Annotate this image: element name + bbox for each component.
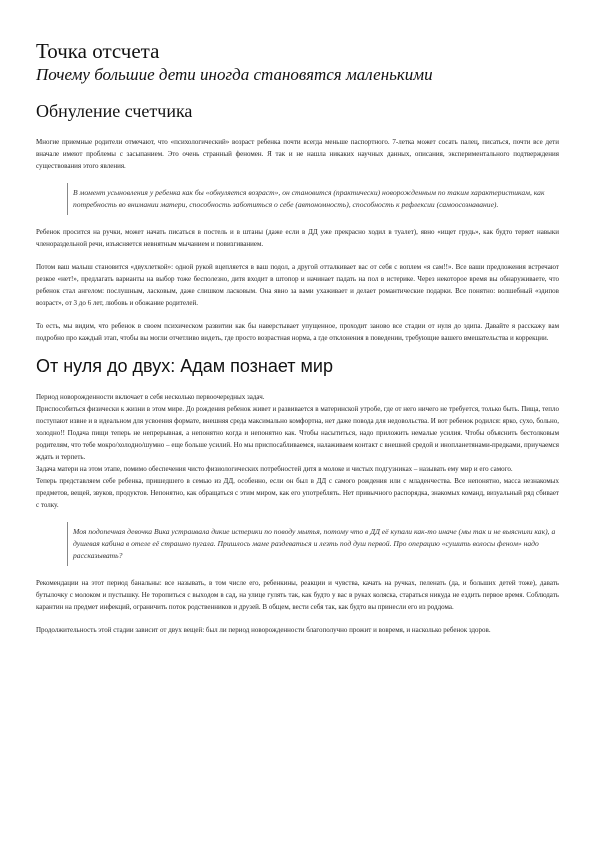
page-title: Точка отсчета — [36, 39, 160, 63]
page-subtitle: Почему большие дети иногда становятся маленькими — [36, 65, 433, 84]
paragraph: Многие приемные родители отмечают, что «психологический» возраст ребенка почти всегда меньше паспортного. 7-летка может сосать палец, писаться, почти все дети вначале имеют проблемы с засыпанием. Это очень странный феномен. Я так и не нашла никаких научных данных, описания, экспериментального подтверждения существования этого явления. — [36, 138, 559, 170]
paragraph-line: Задача матери на этом этапе, помимо обеспечения чисто физиологических потребностей дитя в молоке и чистых подгузниках – называть ему мир и его самого. — [36, 465, 513, 473]
blockquote — [67, 522, 559, 566]
paragraph-line: Приспособиться физически к жизни в этом мире. До рождения ребенок живет и развивается в материнской утробе, где от него ничего не требуется, только быть. Пища, тепло поступают извне и в идеальном для усвоения формате, внешняя среда максимально комфортна, нет даже повода для недовольства. И вот ребенок родился: ярко, сухо, больно, холодно!! Подача пищи теперь не непрерывная, а непонятно когда и непонятно как. Чтобы насытиться, надо приложить немалые усилия. Чтобы объяснить бестолковым родителям, что тебе мокро/холодно/шумно – еще больше усилий. Но мы приспосабливаемся, налаживаем контакт с внешней средой и инопланетянами-предками, приучаемся ждать и терпеть. — [36, 405, 559, 461]
paragraph: Продолжительность этой стадии зависит от двух вещей: был ли период новорожденности благополучно прожит и вовремя, и насколько ребенок здоров. — [36, 626, 491, 634]
paragraph: Рекомендации на этот период банальны: все называть, в том числе его, ребенкины, реакции и чувства, качать на ручках, пеленать (да, и больших детей тоже), давать бутылочку с молоком и пустышку. Не торопиться с выходом в сад, на улице гулять так, как будто у вас в руках коляска, стараться никуда не ездить первое время. Соблюдать карантин на предмет инфекций, ограничить поток родственников и друзей. В общем, вести себя так, как будто вы принесли его из роддома. — [36, 579, 559, 611]
paragraph: То есть, мы видим, что ребенок в своем психическом развитии как бы наверстывает упущенное, проходит заново все стадии от нуля до эдипа. Давайте я расскажу вам подробно про каждый этап, чтобы вы могли отчетливо видеть, где просто возрастная норма, а где отклонения в поведении, требующие вашего вмешательства и коррекции. — [36, 322, 559, 342]
paragraph: Ребенок просится на ручки, может начать писаться в постель и в штаны (даже если в ДД уже прекрасно ходил в туалет), явно «ищет грудь», как будто теряет навыки членораздельной речи, изъясняется невнятным мычанием и повизгиванием. — [36, 228, 559, 248]
paragraph-line: Период новорожденности включает в себя несколько первоочередных задач. — [36, 393, 265, 401]
section-heading-zeroing: Обнуление счетчика — [36, 101, 193, 121]
quote-text: В момент усыновления у ребенка как бы «обнуляется возраст», он становится (практически) новорожденным по таким характеристикам, как потребность во внимании матери, способность заботиться о себе (автономность), способность к рефлексии (самоосознавание). — [73, 188, 545, 209]
paragraph: Потом ваш малыш становится «двухлеткой»: одной рукой вцепляется в ваш подол, а другой отталкивает вас от себя с воплем «я сам!!». Все ваши предложения встречают резкое «нет!», предлагать варианты на выбор тоже бесполезно, дитя входит в штопор и начинает падать на пол в истерике. Через некоторое время вы обнаруживаете, что ребенок стал ангелом: послушным, ласковым, даже слишком ласковым. Она явно за вами ухаживает и делает романтические подарки. Все понятно: волшебный «эдипов возраст», от 3 до 6 лет, любовь и обожание родителей. — [36, 263, 559, 307]
blockquote — [67, 183, 559, 215]
quote-text: Моя подопечная девочка Вика устраивала дикие истерики по поводу мытья, потому что в ДД её купали как-то иначе (мы так и не выяснили как), а душевая кабина в отеле её страшно пугала. Пришлось маме раздеваться и лезть под душ первой. Про операцию «сушить волосы феном» надо рассказывать? — [73, 527, 556, 560]
paragraph-group — [36, 391, 559, 511]
paragraph-line: Теперь представляем себе ребенка, пришедшего в семью из ДД, особенно, если он был в ДД с самого рождения или с младенчества. Все непонятно, масса незнакомых предметов, вещей, звуков, продуктов. Непонятно, как обращаться с этим миром, как его употреблять. Нет привычного распорядка, знакомых команд, визуальный ряд сбивает с толку. — [36, 477, 559, 509]
document-page — [36, 38, 559, 636]
section-heading-zero-to-two: От нуля до двух: Адам познает мир — [36, 356, 333, 376]
